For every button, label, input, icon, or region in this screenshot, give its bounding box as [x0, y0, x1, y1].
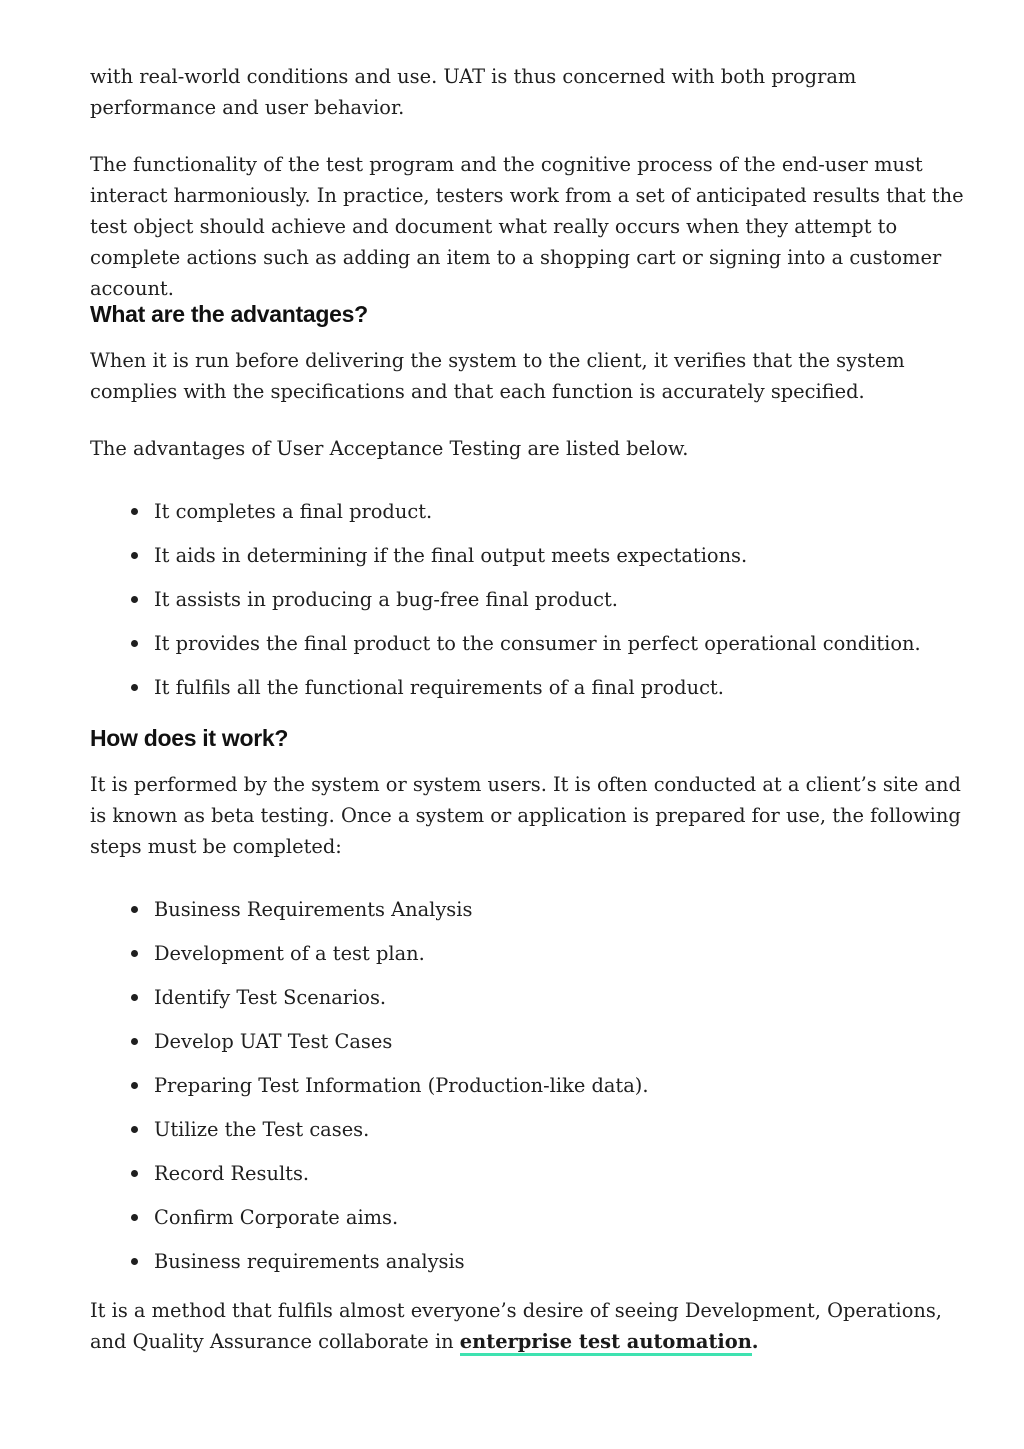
bullet-icon — [131, 1038, 138, 1045]
advantages-section-heading-wrap — [90, 298, 368, 330]
list-item-text: Business Requirements Analysis — [154, 898, 473, 921]
advantages-list — [90, 496, 921, 716]
list-item — [90, 1114, 649, 1158]
list-item — [90, 540, 921, 584]
closing-period: . — [751, 1330, 759, 1353]
bullet-icon — [131, 1170, 138, 1177]
bullet-icon — [131, 1258, 138, 1265]
intro-continued-paragraph: with real-world conditions and use. UAT is thus concerned with both program performance and user behavior. — [90, 65, 857, 119]
how-it-works-paragraph: It is performed by the system or system users. It is often conducted at a client’s site and is known as beta testing. Once a system or application is prepared for use, the following steps must be completed: — [90, 773, 961, 858]
functionality-paragraph: The functionality of the test program and the cognitive process of the end-user must interact harmoniously. In practice, testers work from a set of anticipated results that the test object should achieve and document what really occurs when they attempt to complete actions such as adding an item to a shopping cart or signing into a customer account. — [90, 153, 964, 300]
bullet-icon — [131, 950, 138, 957]
bullet-icon — [131, 508, 138, 515]
advantages-intro-paragraph: When it is run before delivering the system to the client, it verifies that the system complies with the specifications and that each function is accurately specified. — [90, 349, 905, 403]
list-item — [90, 1026, 649, 1070]
list-item — [90, 584, 921, 628]
list-item-text: Preparing Test Information (Production-like data). — [154, 1074, 649, 1097]
closing-text: It is a method that fulfils almost everyone’s desire of seeing Development, Operations, and Quality Assurance collaborate in — [90, 1299, 942, 1353]
list-item-text: Identify Test Scenarios. — [154, 986, 387, 1009]
bullet-icon — [131, 1214, 138, 1221]
bullet-icon — [131, 552, 138, 559]
list-item-text: Business requirements analysis — [154, 1250, 465, 1273]
list-item — [90, 496, 921, 540]
enterprise-test-automation-link[interactable]: enterprise test automation — [460, 1330, 752, 1356]
steps-list — [90, 894, 649, 1290]
bullet-icon — [131, 1126, 138, 1133]
list-item-text: Record Results. — [154, 1162, 310, 1185]
list-item — [90, 1158, 649, 1202]
list-item — [90, 1246, 649, 1290]
list-item — [90, 938, 649, 982]
list-item-text: It aids in determining if the final output meets expectations. — [154, 544, 748, 567]
list-item — [90, 1202, 649, 1246]
bullet-icon — [131, 1082, 138, 1089]
list-item — [90, 628, 921, 672]
how-section-heading-wrap — [90, 722, 288, 754]
list-item — [90, 672, 921, 716]
bullet-icon — [131, 684, 138, 691]
list-item — [90, 982, 649, 1026]
how-it-works-heading: How does it work? — [90, 725, 289, 751]
list-item-text: Development of a test plan. — [154, 942, 425, 965]
bullet-icon — [131, 640, 138, 647]
list-item-text: Develop UAT Test Cases — [154, 1030, 393, 1053]
bullet-icon — [131, 994, 138, 1001]
list-item-text: Confirm Corporate aims. — [154, 1206, 399, 1229]
advantages-heading: What are the advantages? — [90, 301, 368, 327]
advantages-list-intro: The advantages of User Acceptance Testing are listed below. — [90, 437, 689, 460]
list-item — [90, 1070, 649, 1114]
bullet-icon — [131, 906, 138, 913]
list-item-text: It provides the final product to the consumer in perfect operational condition. — [154, 632, 921, 655]
list-item — [90, 894, 649, 938]
list-item-text: It fulfils all the functional requirements of a final product. — [154, 676, 724, 699]
list-item-text: Utilize the Test cases. — [154, 1118, 370, 1141]
closing-paragraph — [90, 1295, 970, 1357]
list-item-text: It completes a final product. — [154, 500, 433, 523]
list-item-text: It assists in producing a bug-free final product. — [154, 588, 618, 611]
bullet-icon — [131, 596, 138, 603]
